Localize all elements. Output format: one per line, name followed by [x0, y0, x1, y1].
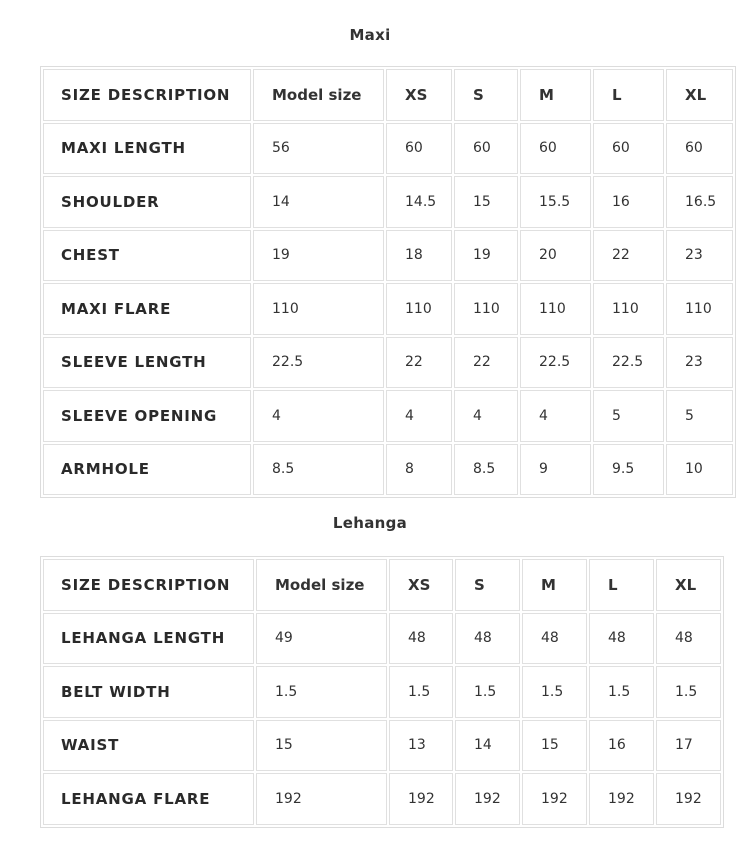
table-cell: 110	[454, 283, 518, 335]
table-cell: 18	[386, 230, 452, 282]
maxi-caption: Maxi	[349, 26, 391, 44]
table-cell: 48	[522, 613, 587, 665]
table-cell: 192	[455, 773, 520, 825]
column-header: L	[593, 69, 664, 121]
table-cell: 192	[589, 773, 654, 825]
table-row	[43, 773, 721, 825]
table-cell: 48	[455, 613, 520, 665]
maxi-size-table	[40, 66, 736, 498]
table-cell: 22	[386, 337, 452, 389]
table-cell: 16.5	[666, 176, 733, 228]
table-row	[43, 613, 721, 665]
lehanga-caption: Lehanga	[332, 514, 408, 532]
table-cell: 5	[666, 390, 733, 442]
table-cell: 14.5	[386, 176, 452, 228]
table-cell: 19	[454, 230, 518, 282]
table-cell: 60	[520, 123, 591, 175]
table-cell: 5	[593, 390, 664, 442]
table-cell: 9	[520, 444, 591, 496]
table-row	[43, 666, 721, 718]
table-cell: 1.5	[656, 666, 721, 718]
table-cell: 1.5	[589, 666, 654, 718]
table-cell: 192	[389, 773, 453, 825]
column-header: M	[522, 559, 587, 611]
column-header: Model size	[256, 559, 387, 611]
table-cell: 56	[253, 123, 384, 175]
table-cell: 1.5	[455, 666, 520, 718]
table-cell: 1.5	[389, 666, 453, 718]
column-header: S	[454, 69, 518, 121]
table-cell: 16	[593, 176, 664, 228]
table-cell: 49	[256, 613, 387, 665]
table-cell: 4	[253, 390, 384, 442]
table-cell: 16	[589, 720, 654, 772]
table-cell: 13	[389, 720, 453, 772]
table-cell: 22.5	[520, 337, 591, 389]
column-header: M	[520, 69, 591, 121]
row-label: SHOULDER	[43, 176, 251, 228]
table-cell: 15	[256, 720, 387, 772]
table-cell: 192	[522, 773, 587, 825]
row-label: MAXI LENGTH	[43, 123, 251, 175]
table-cell: 8.5	[253, 444, 384, 496]
table-cell: 110	[386, 283, 452, 335]
column-header: S	[455, 559, 520, 611]
table-cell: 48	[589, 613, 654, 665]
table-row	[43, 283, 733, 335]
table-cell: 9.5	[593, 444, 664, 496]
table-cell: 60	[454, 123, 518, 175]
row-label: LEHANGA LENGTH	[43, 613, 254, 665]
table-cell: 110	[666, 283, 733, 335]
table-cell: 4	[520, 390, 591, 442]
table-cell: 10	[666, 444, 733, 496]
lehanga-header-row	[43, 559, 721, 611]
table-cell: 23	[666, 230, 733, 282]
row-label: SLEEVE LENGTH	[43, 337, 251, 389]
table-cell: 60	[386, 123, 452, 175]
table-cell: 17	[656, 720, 721, 772]
table-row	[43, 444, 733, 496]
table-cell: 22	[454, 337, 518, 389]
column-header: L	[589, 559, 654, 611]
table-row	[43, 176, 733, 228]
table-cell: 22.5	[593, 337, 664, 389]
table-cell: 110	[520, 283, 591, 335]
table-cell: 4	[454, 390, 518, 442]
table-cell: 4	[386, 390, 452, 442]
row-label: CHEST	[43, 230, 251, 282]
table-cell: 1.5	[522, 666, 587, 718]
table-cell: 19	[253, 230, 384, 282]
column-header: XL	[656, 559, 721, 611]
table-cell: 14	[253, 176, 384, 228]
table-cell: 1.5	[256, 666, 387, 718]
table-cell: 110	[253, 283, 384, 335]
row-label: LEHANGA FLARE	[43, 773, 254, 825]
table-cell: 20	[520, 230, 591, 282]
table-cell: 22	[593, 230, 664, 282]
table-row	[43, 230, 733, 282]
table-cell: 23	[666, 337, 733, 389]
table-cell: 22.5	[253, 337, 384, 389]
table-cell: 60	[593, 123, 664, 175]
column-header: XS	[389, 559, 453, 611]
table-cell: 14	[455, 720, 520, 772]
table-cell: 192	[656, 773, 721, 825]
table-cell: 15	[522, 720, 587, 772]
column-header: SIZE DESCRIPTION	[43, 69, 251, 121]
row-label: MAXI FLARE	[43, 283, 251, 335]
row-label: SLEEVE OPENING	[43, 390, 251, 442]
row-label: ARMHOLE	[43, 444, 251, 496]
table-cell: 8.5	[454, 444, 518, 496]
maxi-header-row	[43, 69, 733, 121]
table-cell: 15.5	[520, 176, 591, 228]
row-label: WAIST	[43, 720, 254, 772]
table-row	[43, 720, 721, 772]
row-label: BELT WIDTH	[43, 666, 254, 718]
table-cell: 60	[666, 123, 733, 175]
table-row	[43, 123, 733, 175]
column-header: Model size	[253, 69, 384, 121]
lehanga-size-table	[40, 556, 724, 828]
table-cell: 8	[386, 444, 452, 496]
table-row	[43, 390, 733, 442]
column-header: XS	[386, 69, 452, 121]
column-header: SIZE DESCRIPTION	[43, 559, 254, 611]
table-cell: 192	[256, 773, 387, 825]
table-row	[43, 337, 733, 389]
column-header: XL	[666, 69, 733, 121]
table-cell: 15	[454, 176, 518, 228]
table-cell: 110	[593, 283, 664, 335]
table-cell: 48	[389, 613, 453, 665]
table-cell: 48	[656, 613, 721, 665]
